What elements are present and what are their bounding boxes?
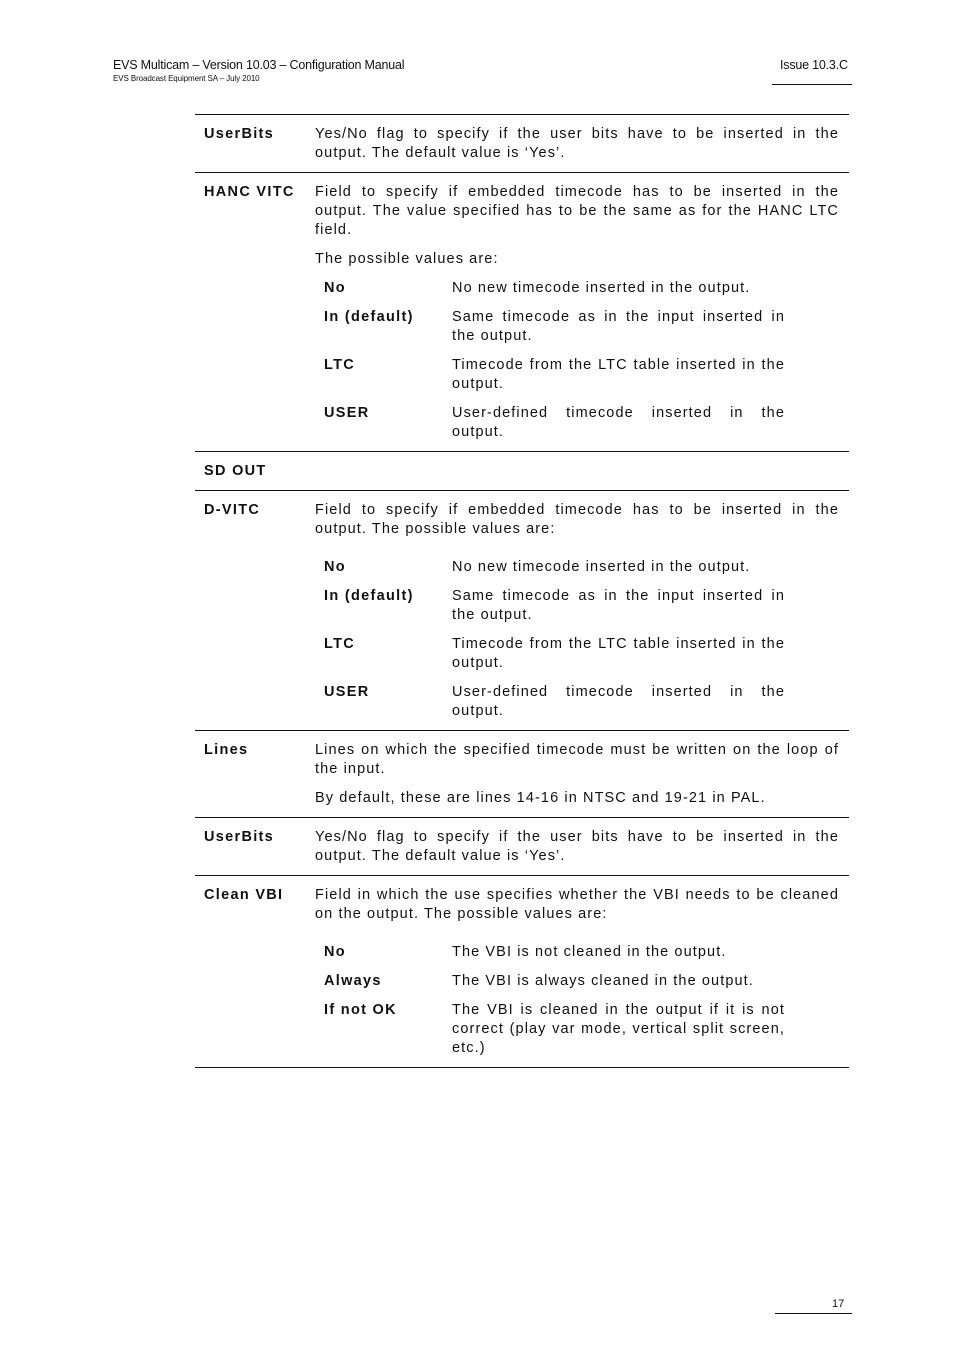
value-key: No: [324, 944, 346, 960]
value-key: No: [324, 280, 346, 296]
issue-number: Issue 10.3.C: [780, 58, 848, 72]
value-item: [315, 308, 839, 346]
value-key: If not OK: [324, 1002, 397, 1018]
description-text: Field to specify if embedded timecode has to be inserted in the output. The possible values are:: [315, 502, 839, 537]
value-list: [315, 943, 839, 1058]
value-key: In (default): [324, 588, 414, 604]
description-text: Lines on which the specified timecode must be written on the loop of the input.: [315, 742, 839, 777]
value-item: [315, 587, 839, 625]
value-item: [315, 683, 839, 721]
value-desc: The VBI is not cleaned in the output.: [452, 944, 727, 960]
value-desc: User-defined timecode inserted in the output.: [452, 405, 785, 440]
value-key: In (default): [324, 309, 414, 325]
value-item: [315, 635, 839, 673]
manual-title: EVS Multicam – Version 10.03 – Configuration Manual: [113, 58, 405, 72]
table-row: [195, 875, 849, 1068]
param-name: HANC VITC: [204, 184, 295, 200]
param-description: [315, 828, 849, 866]
value-item: [315, 972, 839, 991]
param-name: D-VITC: [204, 502, 261, 518]
value-item: [315, 279, 839, 298]
table-row: [195, 490, 849, 730]
table-row: [195, 451, 849, 490]
description-text: By default, these are lines 14-16 in NTSC and 19-21 in PAL.: [315, 790, 766, 806]
page-number: 17: [832, 1298, 845, 1310]
param-name: UserBits: [204, 126, 275, 142]
parameter-table: [195, 114, 849, 1068]
value-item: [315, 943, 839, 962]
value-list: [315, 279, 839, 442]
footer-divider: [775, 1313, 852, 1314]
table-row: [195, 114, 849, 172]
value-desc: User-defined timecode inserted in the output.: [452, 684, 785, 719]
param-description: [315, 125, 849, 163]
value-item: [315, 1001, 839, 1058]
value-item: [315, 558, 839, 577]
value-item: [315, 404, 839, 442]
param-name: UserBits: [204, 829, 275, 845]
value-key: LTC: [324, 357, 356, 373]
description-text: Yes/No flag to specify if the user bits have to be inserted in the output. The default value is ‘Yes’.: [315, 126, 839, 161]
description-text: Yes/No flag to specify if the user bits have to be inserted in the output. The default value is ‘Yes’.: [315, 829, 839, 864]
value-key: USER: [324, 684, 370, 700]
value-item: [315, 356, 839, 394]
param-description: [315, 886, 849, 1058]
param-description: [315, 183, 849, 442]
table-row: [195, 730, 849, 817]
value-desc: Timecode from the LTC table inserted in the output.: [452, 636, 785, 671]
param-description: [315, 501, 849, 721]
value-key: USER: [324, 405, 370, 421]
description-text: Field to specify if embedded timecode has to be inserted in the output. The value specified has to be the same as for the HANC LTC field.: [315, 184, 839, 238]
value-key: Always: [324, 973, 382, 989]
value-desc: The VBI is cleaned in the output if it is not correct (play var mode, vertical split screen, etc.): [452, 1002, 785, 1056]
param-description: [315, 741, 849, 808]
param-name: Lines: [204, 742, 249, 758]
table-row: [195, 172, 849, 451]
value-list: [315, 558, 839, 721]
value-key: LTC: [324, 636, 356, 652]
description-text: Field in which the use specifies whether the VBI needs to be cleaned on the output. The possible values are:: [315, 887, 839, 922]
value-desc: Same timecode as in the input inserted in the output.: [452, 588, 785, 623]
value-desc: Same timecode as in the input inserted in the output.: [452, 309, 785, 344]
table-row: [195, 817, 849, 875]
description-text: The possible values are:: [315, 251, 499, 267]
value-desc: Timecode from the LTC table inserted in the output.: [452, 357, 785, 392]
value-key: No: [324, 559, 346, 575]
value-desc: The VBI is always cleaned in the output.: [452, 973, 754, 989]
value-desc: No new timecode inserted in the output.: [452, 559, 751, 575]
value-desc: No new timecode inserted in the output.: [452, 280, 751, 296]
section-heading: SD OUT: [204, 463, 267, 479]
header-divider: [772, 84, 852, 85]
param-name: Clean VBI: [204, 887, 284, 903]
publisher-line: EVS Broadcast Equipment SA – July 2010: [113, 74, 260, 83]
